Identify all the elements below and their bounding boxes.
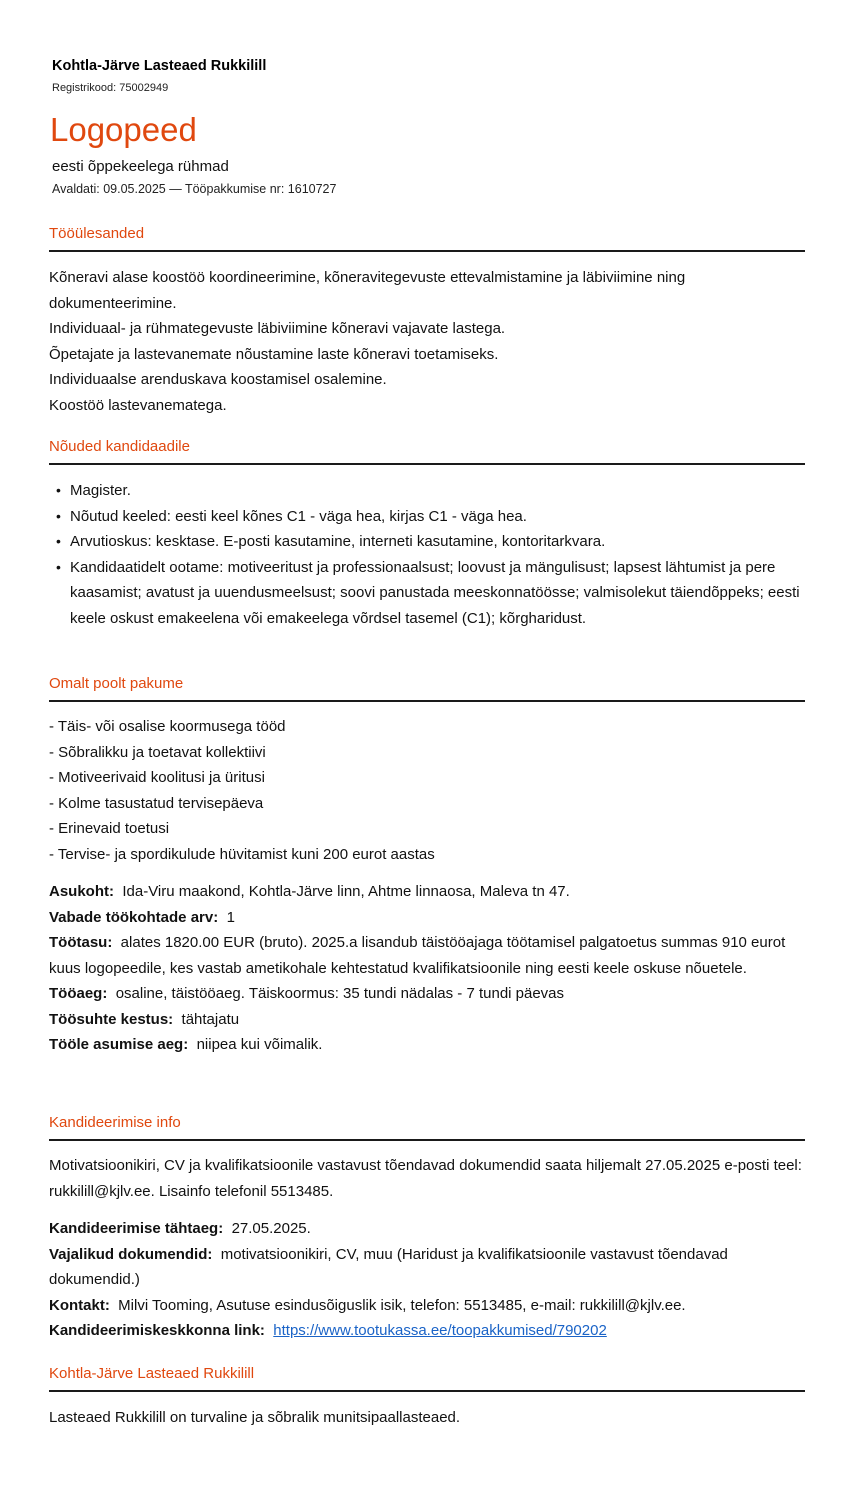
detail-duration: [49, 1007, 809, 1033]
detail-label: Tööle asumise aeg:: [49, 1036, 189, 1053]
detail-label: Töösuhte kestus:: [49, 1010, 174, 1028]
detail-label: Kandideerimise tähtaeg:: [49, 1220, 224, 1237]
detail-label: Kandideerimiskeskkonna link:: [49, 1322, 265, 1339]
detail-label: Tööaeg:: [49, 985, 108, 1002]
detail-label: Asukoht:: [49, 883, 114, 900]
detail-value: 1: [226, 908, 235, 926]
apply-details: [49, 1216, 809, 1344]
list-item: • Magister.: [70, 478, 800, 504]
detail-value: tähtajatu: [181, 1010, 240, 1028]
detail-value: Milvi Tooming, Asutuse esindusõiguslik isik, telefon: 5513485, e-mail: rukkilill@kjlv.ee.: [118, 1296, 686, 1314]
section-heading-apply: Kandideerimise info: [49, 1114, 805, 1141]
offer-text: [49, 714, 809, 867]
detail-value: 27.05.2025.: [231, 1220, 311, 1237]
registry-code: Registrikood: 75002949: [52, 82, 169, 94]
apply-documents: [49, 1242, 809, 1293]
section-heading-about: Kohtla-Järve Lasteaed Rukkilill: [49, 1365, 805, 1392]
detail-value: osaline, täistööaeg. Täiskoormus: 35 tundi nädalas - 7 tundi päevas: [115, 985, 565, 1002]
list-item: • Kandidaatidelt ootame: motiveeritust ja professionaalsust; loovust ja mängulisust; lapsest lähtumist ja pere kaasamist; avatust ja uuendusmeelsust; soovi panustada meeskonnatöösse; valmisolekut täiendõppeks; eesti keele oskust emakeelena või emakeelega võrdsel tasemel (C1); kõrgharidust.: [70, 555, 800, 632]
offer-line: - Sõbralikku ja toetavat kollektiivi: [49, 743, 266, 761]
job-title: Logopeed: [50, 111, 197, 148]
org-name: Kohtla-Järve Lasteaed Rukkilill: [52, 58, 267, 74]
section-heading-offer: Omalt poolt pakume: [49, 675, 805, 702]
section-heading-requirements: Nõuded kandidaadile: [49, 438, 805, 465]
detail-label: Vajalikud dokumendid:: [49, 1245, 213, 1263]
duties-text: [49, 265, 809, 418]
detail-label: Töötasu:: [49, 934, 113, 951]
section-heading-duties: Tööülesanded: [49, 225, 805, 252]
detail-value: motivatsioonikiri, CV, muu (Haridust ja kvalifikatsioonile vastavust tõendavad dokumendid.): [49, 1245, 728, 1288]
detail-value: alates 1820.00 EUR (bruto). 2025.a lisandub täistööajaga töötamisel palgatoetus summas 910 eurot kuus logopeedile, kes vastab ametikohale kehtestatud kvalifikatsioonile ning eesti keele oskuse nõuetele.: [49, 934, 786, 977]
about-text: Lasteaed Rukkilill on turvaline ja sõbralik munitsipaallasteaed.: [49, 1409, 461, 1426]
apply-text: Motivatsioonikiri, CV ja kvalifikatsioonile vastavust tõendavad dokumendid saata hiljemalt 27.05.2025 e-posti teel: rukkilill@kjlv.ee. Lisainfo telefonil 5513485.: [49, 1157, 802, 1200]
offer-line: - Erinevaid toetusi: [49, 820, 170, 837]
duty-line: Individuaalse arenduskava koostamisel osalemine.: [49, 371, 387, 388]
job-subtitle: eesti õppekeelega rühmad: [52, 158, 229, 175]
detail-salary: [49, 930, 809, 981]
duty-line: Koostöö lastevanematega.: [49, 396, 227, 414]
apply-contact: [49, 1293, 809, 1319]
offer-line: - Täis- või osalise koormusega tööd: [49, 718, 286, 735]
duty-line: Individuaal- ja rühmategevuste läbiviimine kõneravi vajavate lastega.: [49, 320, 506, 337]
requirements-list: [50, 478, 800, 631]
job-details: [49, 879, 809, 1058]
published-info: Avaldati: 09.05.2025 — Tööpakkumise nr: 1610727: [52, 182, 337, 196]
detail-value: niipea kui võimalik.: [196, 1036, 323, 1053]
detail-location: [49, 879, 809, 905]
apply-deadline: [49, 1216, 809, 1242]
list-item: • Arvutioskus: kesktase. E-posti kasutamine, interneti kasutamine, kontoritarkvara.: [70, 529, 800, 555]
detail-start: [49, 1032, 809, 1058]
application-link[interactable]: https://www.tootukassa.ee/toopakkumised/790202: [273, 1322, 607, 1339]
detail-worktime: [49, 981, 809, 1007]
offer-line: - Motiveerivaid koolitusi ja üritusi: [49, 769, 265, 786]
offer-line: - Tervise- ja spordikulude hüvitamist kuni 200 eurot aastas: [49, 845, 435, 863]
offer-line: - Kolme tasustatud tervisepäeva: [49, 794, 264, 812]
apply-link-row: [49, 1318, 809, 1344]
detail-value: Ida-Viru maakond, Kohtla-Järve linn, Ahtme linnaosa, Maleva tn 47.: [122, 883, 570, 900]
detail-label: Kontakt:: [49, 1296, 110, 1314]
list-item: • Nõutud keeled: eesti keel kõnes C1 - väga hea, kirjas C1 - väga hea.: [70, 504, 800, 530]
duty-line: Õpetajate ja lastevanemate nõustamine laste kõneravi toetamiseks.: [49, 345, 499, 363]
duty-line: Kõneravi alase koostöö koordineerimine, kõneravitegevuste ettevalmistamine ja läbiviimine ning dokumenteerimine.: [49, 269, 686, 312]
detail-vacancies: [49, 905, 809, 931]
detail-label: Vabade töökohtade arv:: [49, 908, 219, 926]
